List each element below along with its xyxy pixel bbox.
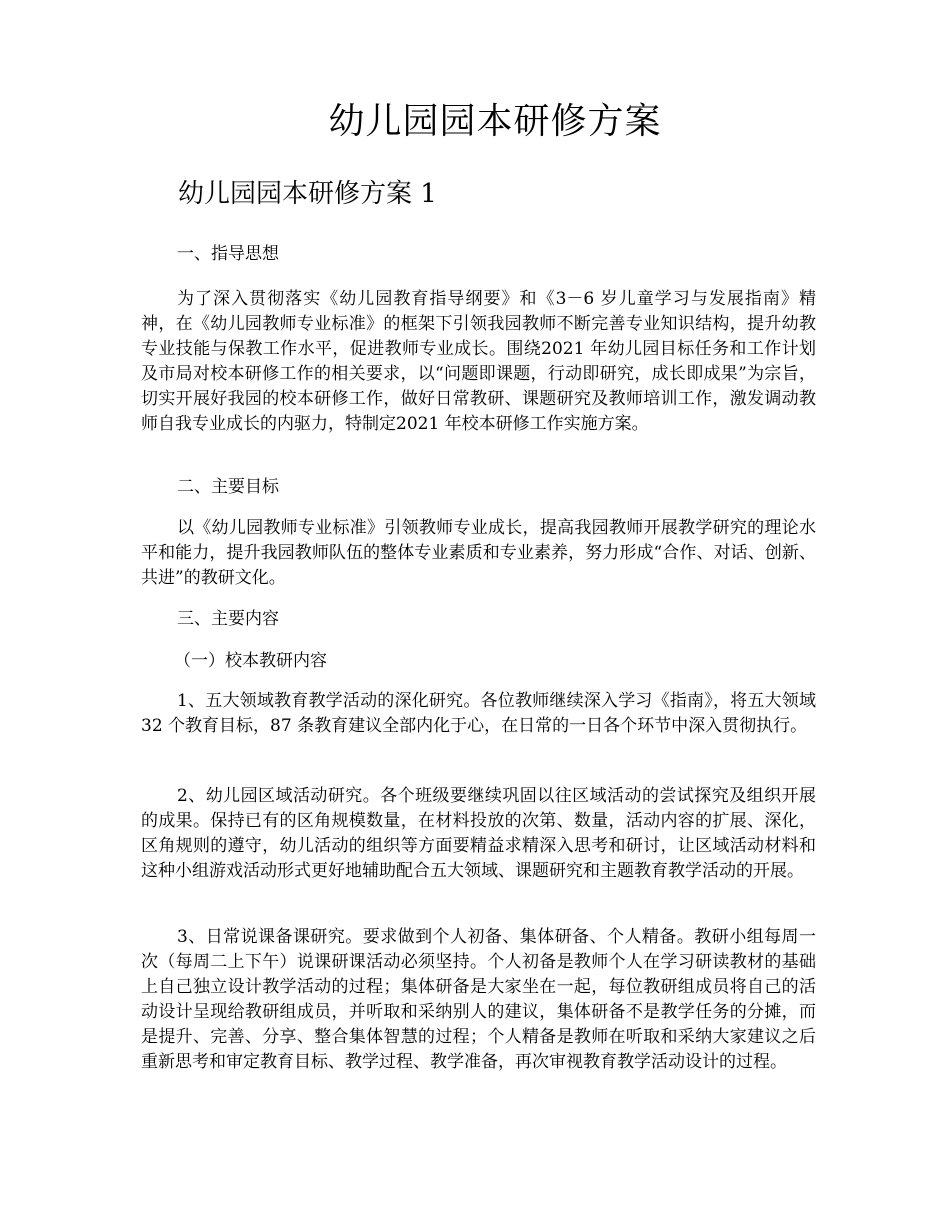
paragraph-item-1: 1、五大领域教育教学活动的深化研究。各位教师继续深入学习《指南》，将五大领域 32 个教育目标，87 条教育建议全部内化于心，在日常的一日各个环节中深入贯彻执行。 — [141, 691, 816, 736]
section-heading-guiding-ideology: 一、指导思想 — [177, 244, 279, 264]
section-heading-main-goals: 二、主要目标 — [177, 477, 279, 497]
paragraph-guiding-ideology: 为了深入贯彻落实《幼儿园教育指导纲要》和《3－6 岁儿童学习与发展指南》精神，在《幼儿园教师专业标准》的框架下引领我园教师不断完善专业知识结构，提升幼教专业技能与保教工作水平，促进教师专业成长。围绕2021 年幼儿园目标任务和工作计划及市局对校本研修工作的相关要求，以“问题即课题，行动即研究，成长即成果”为宗旨，切实开展好我园的校本研修工作，做好日常教研、课题研究及教师培训工作，激发调动教师自我专业成长的内驱力，特制定2021 年校本研修工作实施方案。 — [141, 289, 816, 434]
section-heading-main-content: 三、主要内容 — [177, 609, 279, 629]
paragraph-main-goals: 以《幼儿园教师专业标准》引领教师专业成长，提高我园教师开展教学研究的理论水平和能力，提升我园教师队伍的整体专业素质和专业素养，努力形成“合作、对话、创新、共进”的教研文化。 — [141, 518, 816, 588]
paragraph-item-3: 3、日常说课备课研究。要求做到个人初备、集体研备、个人精备。教研小组每周一次（每周二上下午）说课研课活动必须坚持。个人初备是教师个人在学习研读教材的基础上自己独立设计教学活动的过程；集体研备是大家坐在一起，每位教研组成员将自己的活动设计呈现给教研组成员，并听取和采纳别人的建议，集体研备不是教学任务的分摊，而是提升、完善、分享、整合集体智慧的过程；个人精备是教师在听取和采纳大家建议之后重新思考和审定教育目标、教学过程、教学准备，再次审视教育教学活动设计的过程。 — [141, 927, 816, 1072]
document-title: 幼儿园园本研修方案 — [328, 101, 662, 142]
subsection-heading-school-research: （一）校本教研内容 — [174, 651, 327, 671]
paragraph-item-2: 2、幼儿园区域活动研究。各个班级要继续巩固以往区域活动的尝试探究及组织开展的成果。保持已有的区角规模数量，在材料投放的次第、数量，活动内容的扩展、深化，区角规则的遵守，幼儿活动的组织等方面要精益求精深入思考和研讨，让区域活动材料和这种小组游戏活动形式更好地辅助配合五大领域、课题研究和主题教育教学活动的开展。 — [141, 786, 816, 881]
document-subtitle: 幼儿园园本研修方案 1 — [178, 179, 437, 209]
